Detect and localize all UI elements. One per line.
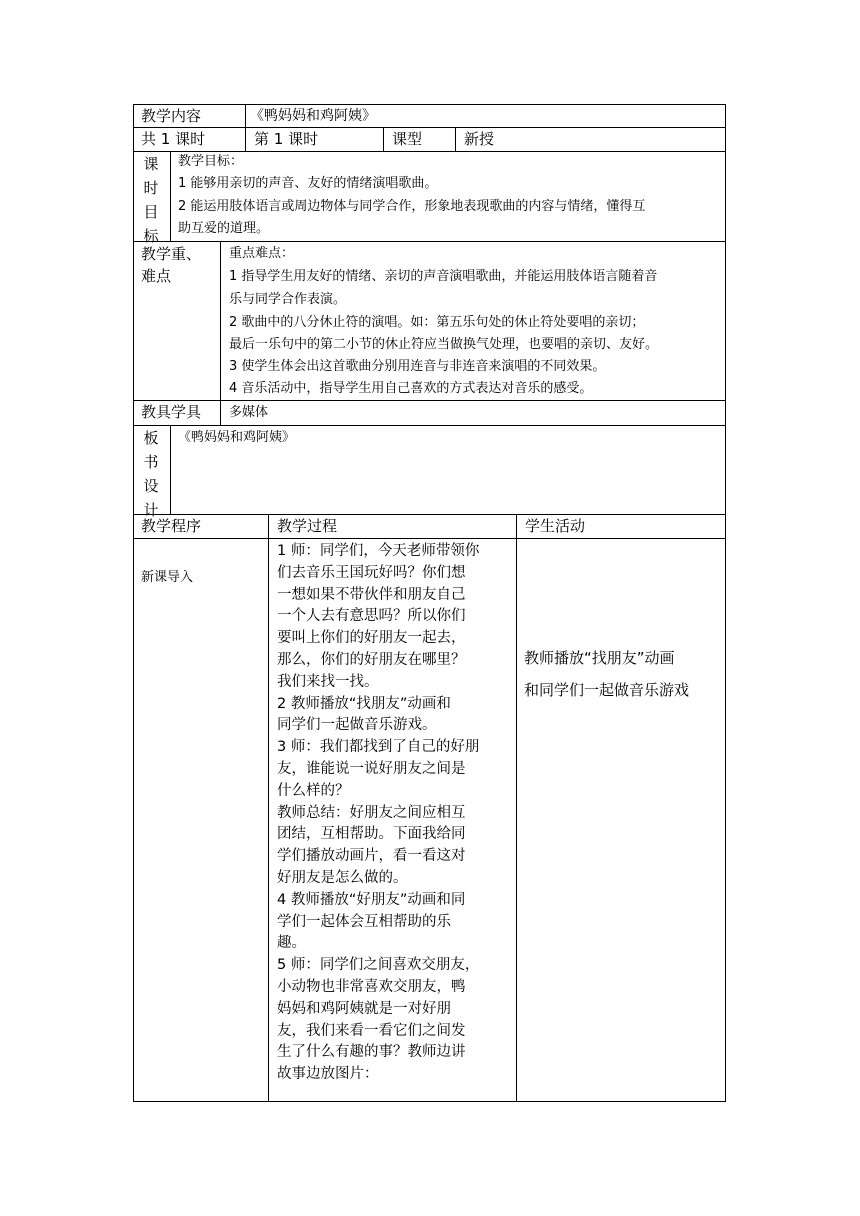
objective-line: 1 能够用亲切的声音、友好的情绪演唱歌曲。 xyxy=(178,176,438,191)
procedure-step-header: 教学程序 xyxy=(141,517,202,535)
process-line: 小动物也非常喜欢交朋友，鸭 xyxy=(277,978,466,995)
process-line: 们去音乐王国玩好吗？你们想 xyxy=(277,564,466,581)
process-line: 3 师：我们都找到了自己的好朋 xyxy=(277,739,480,756)
procedure-step: 新课导入 xyxy=(141,570,194,585)
col-divider xyxy=(170,425,171,514)
side-char: 书 xyxy=(143,453,159,471)
process-line: 学们播放动画片，看一看这对 xyxy=(277,848,466,865)
col-divider xyxy=(220,241,221,425)
objective-line: 助互爱的道理。 xyxy=(178,221,270,236)
col-divider xyxy=(268,514,269,1102)
board-side-label xyxy=(140,426,162,522)
side-char: 板 xyxy=(143,429,159,447)
process-line: 1 师：同学们，今天老师带领你 xyxy=(277,543,480,559)
process-line: 那么，你们的好朋友在哪里？ xyxy=(277,651,466,668)
row-divider xyxy=(133,127,726,128)
procedure-process-text xyxy=(277,541,513,1086)
process-line: 生了什么有趣的事？教师边讲 xyxy=(277,1044,466,1061)
process-line: 一个人去有意思吗？所以你们 xyxy=(277,608,466,625)
key-points-label: 难点 xyxy=(141,267,172,285)
key-point-line: 1 指导学生用友好的情绪、亲切的声音演唱歌曲，并能运用肢体语言随着音 xyxy=(229,269,658,284)
side-char: 标 xyxy=(143,227,159,245)
key-point-line: 2 歌曲中的八分休止符的演唱。如：第五乐句处的休止符处要唱的亲切； xyxy=(229,315,645,330)
process-line: 学们一起体会互相帮助的乐 xyxy=(277,913,451,930)
process-line: 我们来找一找。 xyxy=(277,673,379,690)
process-line: 趣。 xyxy=(277,935,306,952)
process-line: 教师总结：好朋友之间应相互 xyxy=(277,804,466,821)
key-points-title: 重点难点： xyxy=(229,246,295,261)
col-divider xyxy=(245,104,246,151)
key-points-label: 教学重、 xyxy=(141,245,202,263)
process-line: 妈妈和鸡阿姨就是一对好朋 xyxy=(277,1000,451,1017)
row-divider xyxy=(133,425,726,426)
side-char: 计 xyxy=(143,501,159,519)
process-line: 友，我们来看一看它们之间发 xyxy=(277,1022,466,1039)
objectives-title: 教学目标： xyxy=(178,154,244,169)
procedure-process-header: 教学过程 xyxy=(277,517,338,535)
objectives-side-label xyxy=(140,152,162,248)
col-divider xyxy=(170,151,171,241)
key-point-line: 乐与同学合作表演。 xyxy=(229,292,347,307)
process-line: 4 教师播放“好朋友”动画和同 xyxy=(277,891,466,908)
procedure-activity-header: 学生活动 xyxy=(525,517,586,535)
process-line: 要叫上你们的好朋友一起去， xyxy=(277,630,466,647)
tools-value: 多媒体 xyxy=(229,405,269,420)
process-line: 同学们一起做音乐游戏。 xyxy=(277,717,437,734)
process-line: 团结，互相帮助。下面我给同 xyxy=(277,826,466,843)
objective-line: 2 能运用肢体语言或周边物体与同学合作，形象地表现歌曲的内容与情绪，懂得互 xyxy=(178,199,646,214)
process-line: 什么样的？ xyxy=(277,782,350,799)
row-divider xyxy=(133,400,726,401)
row-divider xyxy=(133,538,726,539)
col-divider xyxy=(383,127,384,151)
key-point-line: 最后一乐句中的第二小节的休止符应当做换气处理，也要唱的亲切、友好。 xyxy=(229,337,659,352)
total-hours: 共 1 课时 xyxy=(141,130,206,148)
side-char: 时 xyxy=(143,179,159,197)
row-divider xyxy=(133,514,726,515)
content-value: 《鸭妈妈和鸡阿姨》 xyxy=(250,108,376,124)
row-divider xyxy=(133,241,726,242)
board-value: 《鸭妈妈和鸡阿姨》 xyxy=(178,430,296,445)
process-line: 5 师：同学们之间喜欢交朋友， xyxy=(277,957,480,974)
key-point-line: 4 音乐活动中，指导学生用自己喜欢的方式表达对音乐的感受。 xyxy=(229,381,593,396)
type-value: 新授 xyxy=(464,130,495,148)
activity-line: 和同学们一起做音乐游戏 xyxy=(524,681,690,699)
side-char: 目 xyxy=(143,203,159,221)
content-label: 教学内容 xyxy=(141,107,202,125)
col-divider xyxy=(455,127,456,151)
process-line: 一想如果不带伙伴和朋友自己 xyxy=(277,586,466,603)
side-char: 课 xyxy=(143,155,159,173)
lesson-number: 第 1 课时 xyxy=(254,130,319,148)
side-char: 设 xyxy=(143,477,159,495)
activity-line: 教师播放“找朋友”动画 xyxy=(524,649,675,667)
process-line: 故事边放图片： xyxy=(277,1066,379,1083)
type-label: 课型 xyxy=(392,130,423,148)
col-divider xyxy=(516,514,517,1102)
process-line: 2 教师播放“找朋友”动画和 xyxy=(277,695,451,712)
process-line: 友，谁能说一说好朋友之间是 xyxy=(277,760,466,777)
tools-label: 教具学具 xyxy=(141,403,202,421)
process-line: 好朋友是怎么做的。 xyxy=(277,869,408,886)
key-point-line: 3 使学生体会出这首歌曲分别用连音与非连音来演唱的不同效果。 xyxy=(229,359,606,374)
